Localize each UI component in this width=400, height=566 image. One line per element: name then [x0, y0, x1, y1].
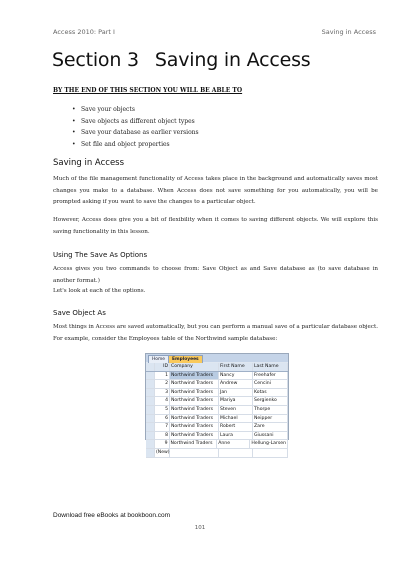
cell-last-name: Hellung-Larsen [251, 441, 286, 447]
paragraph-save-object-as: Most things in Access are saved automatically, but you can perform a manual save of a particular database object. For example, consider the Employees table of the Northwind sample database: [53, 324, 378, 342]
cell-company: Northwind Traders [170, 440, 218, 448]
cell-first-name: Michael [219, 415, 253, 423]
cell-company: Northwind Traders [170, 397, 219, 405]
heading-save-as-options: Using The Save As Options [53, 251, 148, 259]
cell-company: Northwind Traders [170, 380, 219, 388]
table-row [146, 423, 288, 432]
table-row [146, 380, 288, 389]
objectives-list [53, 104, 199, 150]
running-header-left: Access 2010: Part I [53, 28, 115, 36]
cell-first-name: Laura [219, 432, 253, 440]
cell-first-name: Nancy [219, 372, 253, 380]
row-selector [146, 380, 155, 388]
table-row [146, 440, 288, 449]
cell-company: Northwind Traders [170, 415, 219, 423]
cell-last-name: Giussani [253, 432, 288, 440]
row-selector [146, 389, 155, 397]
cell-last-name: Neipper [253, 415, 288, 423]
column-header-row [146, 363, 288, 372]
paragraph-save-as-2: Let's look at each of the options. [53, 288, 146, 294]
column-header-last-name: Last Name [253, 363, 288, 371]
tab-home: Home [148, 355, 169, 363]
datasheet-grid [146, 363, 288, 458]
cell-company [170, 449, 219, 457]
cell-company: Northwind Traders [170, 389, 219, 397]
row-selector [146, 397, 155, 405]
row-selector [146, 449, 155, 457]
page-title [52, 49, 311, 71]
running-header-right: Saving in Access [321, 28, 376, 36]
cell-new-id: (New) [156, 449, 170, 455]
cell-last-name: Freehafer [253, 372, 288, 380]
cell-id: 1 [155, 372, 170, 380]
cell-last-name: Cencini [253, 380, 288, 388]
objectives-heading: BY THE END OF THIS SECTION YOU WILL BE ABLE TO [53, 87, 243, 94]
cell-last-name: Zare [253, 423, 288, 431]
cell-company: Northwind Traders [170, 372, 219, 380]
cell-last-name: Thorpe [253, 406, 288, 414]
cell-id: 2 [155, 380, 170, 388]
cell-id: 8 [155, 432, 170, 440]
cell-first-name: Jan [219, 389, 253, 397]
cell-id: 3 [155, 389, 170, 397]
table-row [146, 406, 288, 415]
column-header-id: ID [155, 363, 170, 371]
section-title: Saving in Access [154, 49, 311, 71]
column-header-company: Company [170, 363, 219, 371]
objective-item: • Save your objects [53, 104, 199, 116]
table-row [146, 415, 288, 424]
cell-last-name [253, 449, 288, 457]
row-selector [146, 372, 155, 380]
cell-company: Northwind Traders [170, 432, 219, 440]
row-selector [146, 406, 155, 414]
objective-item: • Set file and object properties [53, 139, 199, 151]
cell-first-name: Robert [219, 423, 253, 431]
heading-save-object-as: Save Object As [53, 309, 106, 317]
row-selector [146, 415, 155, 423]
cell-id: 5 [155, 406, 170, 414]
cell-first-name: Steven [219, 406, 253, 414]
row-selector [146, 440, 155, 448]
table-row [146, 432, 288, 441]
cell-id: 7 [155, 423, 170, 431]
row-selector [146, 423, 155, 431]
objective-item: • Save your database as earlier versions [53, 127, 199, 139]
page-number: 101 [194, 525, 206, 531]
object-tabs [146, 354, 288, 362]
cell-first-name: Mariya [219, 397, 253, 405]
section-number: Section 3 [52, 49, 139, 71]
heading-saving-in-access: Saving in Access [53, 158, 125, 168]
paragraph-saving-1: Much of the file management functionality of Access takes place in the background and automatically saves most changes you make to a database. When Access does not save something for you automatically, you will be prompted asking if you want to save the changes to a particular object. [53, 176, 378, 205]
cell-first-name: Anne [217, 440, 250, 448]
cell-id: 6 [155, 415, 170, 423]
cell-last-name: Sergienko [253, 397, 288, 405]
paragraph-save-as-1: Access gives you two commands to choose from: Save Object as and Save database as (to save database in another format.) [53, 266, 378, 284]
row-selector [146, 432, 155, 440]
tab-employees: Employees [168, 355, 203, 363]
new-record-row [146, 449, 288, 458]
cell-id: 9 [155, 440, 170, 448]
table-row [146, 389, 288, 398]
objective-item: • Save objects as different object types [53, 116, 199, 128]
table-row [146, 397, 288, 406]
cell-id: 4 [155, 397, 170, 405]
column-header-first-name: First Name [219, 363, 253, 371]
cell-first-name: Andrew [219, 380, 253, 388]
cell-company: Northwind Traders [170, 406, 219, 414]
table-row [146, 372, 288, 381]
cell-first-name [219, 449, 253, 457]
cell-last-name: Kotas [253, 389, 288, 397]
cell-company: Northwind Traders [170, 423, 219, 431]
employees-table-screenshot [145, 353, 289, 455]
footer-download-link[interactable]: Download free eBooks at bookboon.com [53, 512, 171, 519]
paragraph-saving-2: However, Access does give you a bit of flexibility when it comes to saving different objects. We will explore this saving functionality in this lesson. [53, 217, 378, 235]
select-all-box [146, 363, 155, 371]
